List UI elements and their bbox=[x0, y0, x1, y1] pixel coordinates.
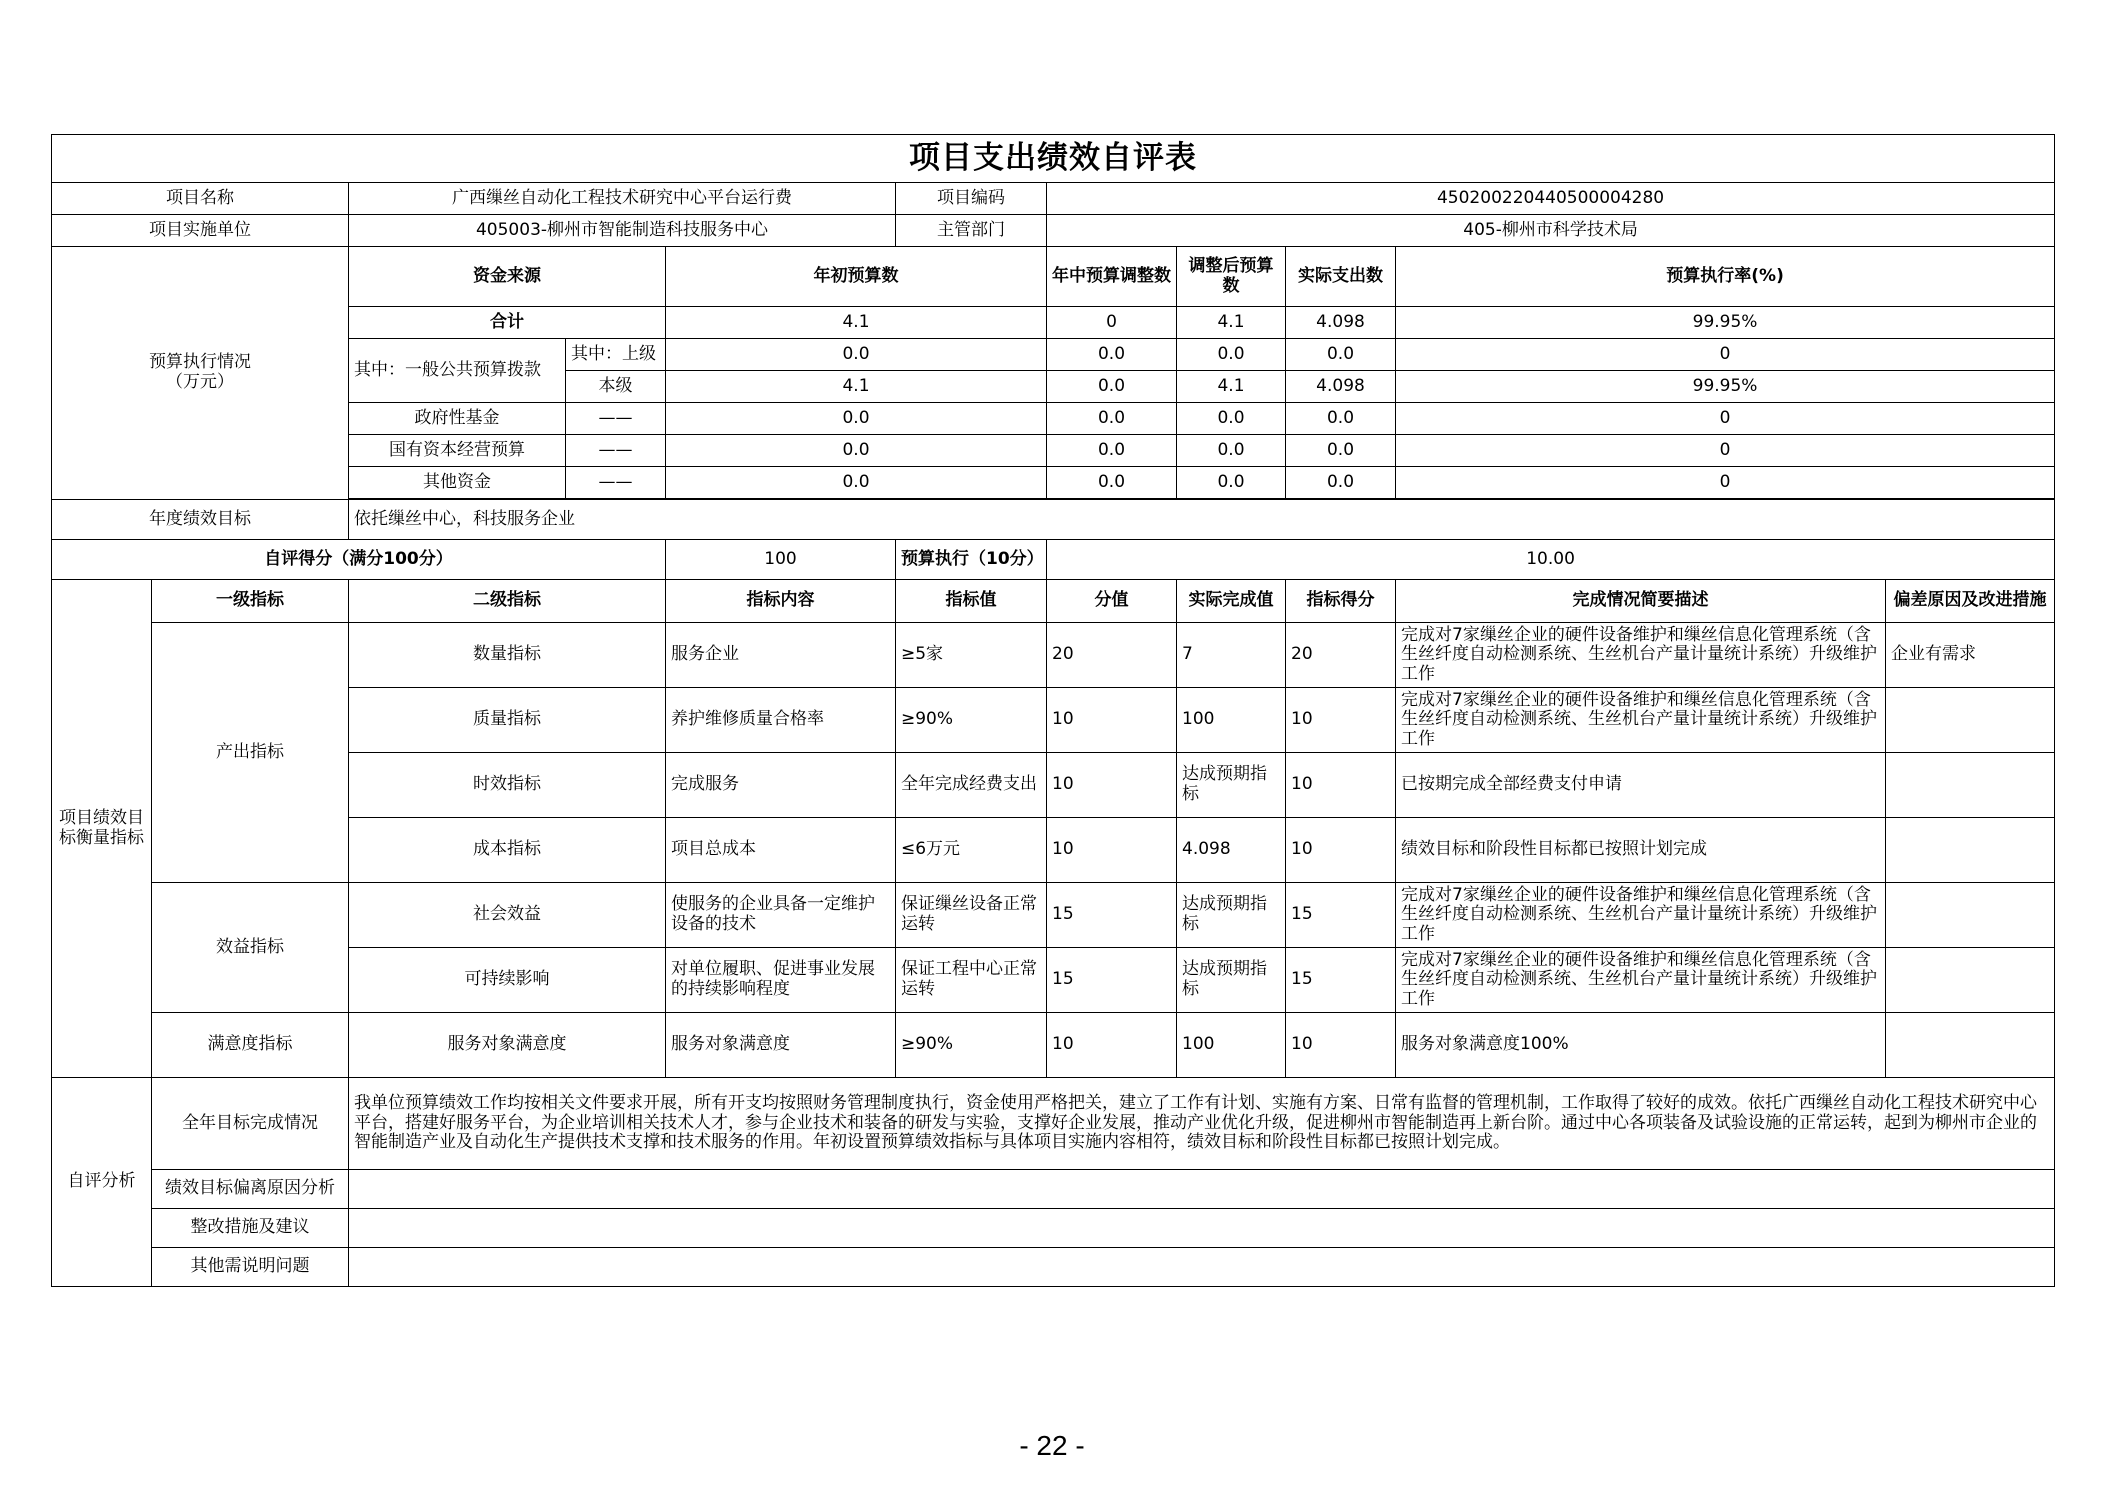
budget-cell: 99.95% bbox=[1396, 371, 2055, 403]
budget-cell: 0.0 bbox=[666, 435, 1047, 467]
level2-indicator: 时效指标 bbox=[349, 753, 666, 818]
indicator-header: 偏差原因及改进措施 bbox=[1886, 580, 2055, 623]
dept: 405-柳州市科学技术局 bbox=[1047, 215, 2055, 247]
analysis-value bbox=[349, 1248, 2055, 1287]
indicator-header: 实际完成值 bbox=[1177, 580, 1286, 623]
budget-upper-label: 其中：上级 bbox=[566, 339, 666, 371]
indicator-target: ≥5家 bbox=[896, 623, 1047, 688]
level2-indicator: 服务对象满意度 bbox=[349, 1013, 666, 1078]
level1-indicator: 效益指标 bbox=[152, 883, 349, 1013]
exec-label: 预算执行（10分） bbox=[896, 540, 1047, 580]
budget-cell: 0.0 bbox=[1177, 403, 1286, 435]
indicator-weight: 15 bbox=[1047, 883, 1177, 948]
analysis-label: 绩效目标偏离原因分析 bbox=[152, 1170, 349, 1209]
budget-cell: 0 bbox=[1396, 339, 2055, 371]
indicator-score: 10 bbox=[1286, 753, 1396, 818]
budget-cell: 0 bbox=[1047, 307, 1177, 339]
score-value: 100 bbox=[666, 540, 896, 580]
goal-label: 年度绩效目标 bbox=[52, 500, 349, 540]
budget-cell: 0.0 bbox=[1177, 467, 1286, 499]
level2-indicator: 成本指标 bbox=[349, 818, 666, 883]
budget-cell: 0.0 bbox=[1047, 403, 1177, 435]
budget-general-label: 其中：一般公共预算拨款 bbox=[349, 339, 566, 403]
budget-cell: 0.0 bbox=[1286, 339, 1396, 371]
indicator-actual: 4.098 bbox=[1177, 818, 1286, 883]
performance-evaluation-table bbox=[51, 134, 2055, 1287]
indicator-target: ≥90% bbox=[896, 1013, 1047, 1078]
budget-cell: 0.0 bbox=[666, 467, 1047, 499]
budget-cell: 0.0 bbox=[1177, 339, 1286, 371]
indicator-score: 20 bbox=[1286, 623, 1396, 688]
indicator-header: 指标内容 bbox=[666, 580, 896, 623]
level1-indicator: 满意度指标 bbox=[152, 1013, 349, 1078]
indicator-deviation bbox=[1886, 753, 2055, 818]
indicator-weight: 20 bbox=[1047, 623, 1177, 688]
analysis-section-label: 自评分析 bbox=[52, 1078, 152, 1287]
budget-cell: 0.0 bbox=[1047, 371, 1177, 403]
indicator-desc: 绩效目标和阶段性目标都已按照计划完成 bbox=[1396, 818, 1886, 883]
budget-header: 年中预算调整数 bbox=[1047, 247, 1177, 307]
indicator-actual: 达成预期指标 bbox=[1177, 753, 1286, 818]
indicator-header: 完成情况简要描述 bbox=[1396, 580, 1886, 623]
budget-cell: 4.1 bbox=[666, 307, 1047, 339]
indicator-weight: 10 bbox=[1047, 753, 1177, 818]
indicator-content: 对单位履职、促进事业发展的持续影响程度 bbox=[666, 948, 896, 1013]
budget-local-label: 本级 bbox=[566, 371, 666, 403]
indicator-content: 项目总成本 bbox=[666, 818, 896, 883]
budget-dash: —— bbox=[566, 403, 666, 435]
indicator-desc: 服务对象满意度100% bbox=[1396, 1013, 1886, 1078]
budget-dash: —— bbox=[566, 467, 666, 499]
level2-indicator: 社会效益 bbox=[349, 883, 666, 948]
budget-cell: 99.95% bbox=[1396, 307, 2055, 339]
analysis-value bbox=[349, 1209, 2055, 1248]
indicator-target: 全年完成经费支出 bbox=[896, 753, 1047, 818]
budget-dash: —— bbox=[566, 435, 666, 467]
indicator-target: ≤6万元 bbox=[896, 818, 1047, 883]
indicator-deviation: 企业有需求 bbox=[1886, 623, 2055, 688]
indicator-header: 分值 bbox=[1047, 580, 1177, 623]
indicator-section-label: 项目绩效目 标衡量指标 bbox=[52, 580, 152, 1078]
budget-header: 资金来源 bbox=[349, 247, 666, 307]
project-code: 450200220440500004280 bbox=[1047, 183, 2055, 215]
budget-header: 预算执行率(%) bbox=[1396, 247, 2055, 307]
budget-cell: 4.098 bbox=[1286, 371, 1396, 403]
budget-cell: 0.0 bbox=[666, 339, 1047, 371]
budget-cell: 4.1 bbox=[1177, 307, 1286, 339]
budget-cell: 0 bbox=[1396, 467, 2055, 499]
indicator-target: 保证工程中心正常运转 bbox=[896, 948, 1047, 1013]
budget-cell: 0 bbox=[1396, 435, 2055, 467]
indicator-content: 服务对象满意度 bbox=[666, 1013, 896, 1078]
indicator-actual: 100 bbox=[1177, 688, 1286, 753]
budget-header: 年初预算数 bbox=[666, 247, 1047, 307]
indicator-content: 使服务的企业具备一定维护设备的技术 bbox=[666, 883, 896, 948]
indicator-header: 二级指标 bbox=[349, 580, 666, 623]
indicator-desc: 完成对7家缫丝企业的硬件设备维护和缫丝信息化管理系统（含生丝纤度自动检测系统、生丝机台产量计量统计系统）升级维护工作 bbox=[1396, 883, 1886, 948]
indicator-actual: 7 bbox=[1177, 623, 1286, 688]
indicator-weight: 10 bbox=[1047, 1013, 1177, 1078]
unit: 405003-柳州市智能制造科技服务中心 bbox=[349, 215, 896, 247]
budget-cell: 0.0 bbox=[666, 403, 1047, 435]
budget-cell: 0.0 bbox=[1286, 403, 1396, 435]
budget-source-label: 其他资金 bbox=[349, 467, 566, 499]
budget-cell: 0.0 bbox=[1286, 467, 1396, 499]
budget-cell: 4.098 bbox=[1286, 307, 1396, 339]
indicator-actual: 达成预期指标 bbox=[1177, 883, 1286, 948]
budget-source-label: 政府性基金 bbox=[349, 403, 566, 435]
indicator-content: 完成服务 bbox=[666, 753, 896, 818]
indicator-content: 服务企业 bbox=[666, 623, 896, 688]
exec-value: 10.00 bbox=[1047, 540, 2055, 580]
budget-source-label: 国有资本经营预算 bbox=[349, 435, 566, 467]
budget-cell: 0.0 bbox=[1047, 435, 1177, 467]
budget-total-label: 合计 bbox=[349, 307, 666, 339]
indicator-actual: 100 bbox=[1177, 1013, 1286, 1078]
analysis-label: 全年目标完成情况 bbox=[152, 1078, 349, 1170]
budget-section-label: 预算执行情况 （万元） bbox=[52, 247, 349, 500]
indicator-score: 10 bbox=[1286, 1013, 1396, 1078]
budget-header: 调整后预算数 bbox=[1177, 247, 1286, 307]
indicator-target: 保证缫丝设备正常运转 bbox=[896, 883, 1047, 948]
budget-cell: 0.0 bbox=[1177, 435, 1286, 467]
budget-cell: 0.0 bbox=[1047, 339, 1177, 371]
indicator-deviation bbox=[1886, 688, 2055, 753]
budget-cell: 0.0 bbox=[1047, 467, 1177, 499]
analysis-value bbox=[349, 1170, 2055, 1209]
project-name-label: 项目名称 bbox=[52, 183, 349, 215]
indicator-weight: 15 bbox=[1047, 948, 1177, 1013]
unit-label: 项目实施单位 bbox=[52, 215, 349, 247]
indicator-desc: 完成对7家缫丝企业的硬件设备维护和缫丝信息化管理系统（含生丝纤度自动检测系统、生丝机台产量计量统计系统）升级维护工作 bbox=[1396, 688, 1886, 753]
level1-indicator: 产出指标 bbox=[152, 623, 349, 883]
indicator-weight: 10 bbox=[1047, 818, 1177, 883]
page-number: - 22 - bbox=[1019, 1430, 1085, 1461]
indicator-header: 一级指标 bbox=[152, 580, 349, 623]
indicator-deviation bbox=[1886, 883, 2055, 948]
indicator-score: 15 bbox=[1286, 948, 1396, 1013]
analysis-value: 我单位预算绩效工作均按相关文件要求开展，所有开支均按照财务管理制度执行，资金使用严格把关，建立了工作有计划、实施有方案、日常有监督的管理机制，工作取得了较好的成效。依托广西缫丝自动化工程技术研究中心平台，搭建好服务平台，为企业培训相关技术人才，参与企业技术和装备的研发与实验，支撑好企业发展，推动产业优化升级，促进柳州市智能制造再上新台阶。通过中心各项装备及试验设施的正常运转，起到为柳州市企业的智能制造产业及自动化生产提供技术支撑和技术服务的作用。年初设置预算绩效指标与具体项目实施内容相符，绩效目标和阶段性目标都已按照计划完成。 bbox=[349, 1078, 2055, 1170]
table-title: 项目支出绩效自评表 bbox=[52, 135, 2055, 183]
indicator-weight: 10 bbox=[1047, 688, 1177, 753]
budget-cell: 0 bbox=[1396, 403, 2055, 435]
budget-cell: 4.1 bbox=[666, 371, 1047, 403]
indicator-header: 指标值 bbox=[896, 580, 1047, 623]
indicator-deviation bbox=[1886, 818, 2055, 883]
level2-indicator: 数量指标 bbox=[349, 623, 666, 688]
indicator-target: ≥90% bbox=[896, 688, 1047, 753]
indicator-score: 15 bbox=[1286, 883, 1396, 948]
indicator-desc: 已按期完成全部经费支付申请 bbox=[1396, 753, 1886, 818]
indicator-desc: 完成对7家缫丝企业的硬件设备维护和缫丝信息化管理系统（含生丝纤度自动检测系统、生丝机台产量计量统计系统）升级维护工作 bbox=[1396, 623, 1886, 688]
indicator-header: 指标得分 bbox=[1286, 580, 1396, 623]
goal-value: 依托缫丝中心，科技服务企业 bbox=[349, 500, 2055, 540]
budget-cell: 0.0 bbox=[1286, 435, 1396, 467]
indicator-content: 养护维修质量合格率 bbox=[666, 688, 896, 753]
analysis-label: 其他需说明问题 bbox=[152, 1248, 349, 1287]
project-name: 广西缫丝自动化工程技术研究中心平台运行费 bbox=[349, 183, 896, 215]
dept-label: 主管部门 bbox=[896, 215, 1047, 247]
indicator-score: 10 bbox=[1286, 818, 1396, 883]
indicator-actual: 达成预期指标 bbox=[1177, 948, 1286, 1013]
budget-cell: 4.1 bbox=[1177, 371, 1286, 403]
indicator-deviation bbox=[1886, 1013, 2055, 1078]
indicator-desc: 完成对7家缫丝企业的硬件设备维护和缫丝信息化管理系统（含生丝纤度自动检测系统、生丝机台产量计量统计系统）升级维护工作 bbox=[1396, 948, 1886, 1013]
analysis-label: 整改措施及建议 bbox=[152, 1209, 349, 1248]
level2-indicator: 质量指标 bbox=[349, 688, 666, 753]
project-code-label: 项目编码 bbox=[896, 183, 1047, 215]
budget-header: 实际支出数 bbox=[1286, 247, 1396, 307]
indicator-deviation bbox=[1886, 948, 2055, 1013]
indicator-score: 10 bbox=[1286, 688, 1396, 753]
level2-indicator: 可持续影响 bbox=[349, 948, 666, 1013]
score-label: 自评得分（满分100分） bbox=[52, 540, 666, 580]
